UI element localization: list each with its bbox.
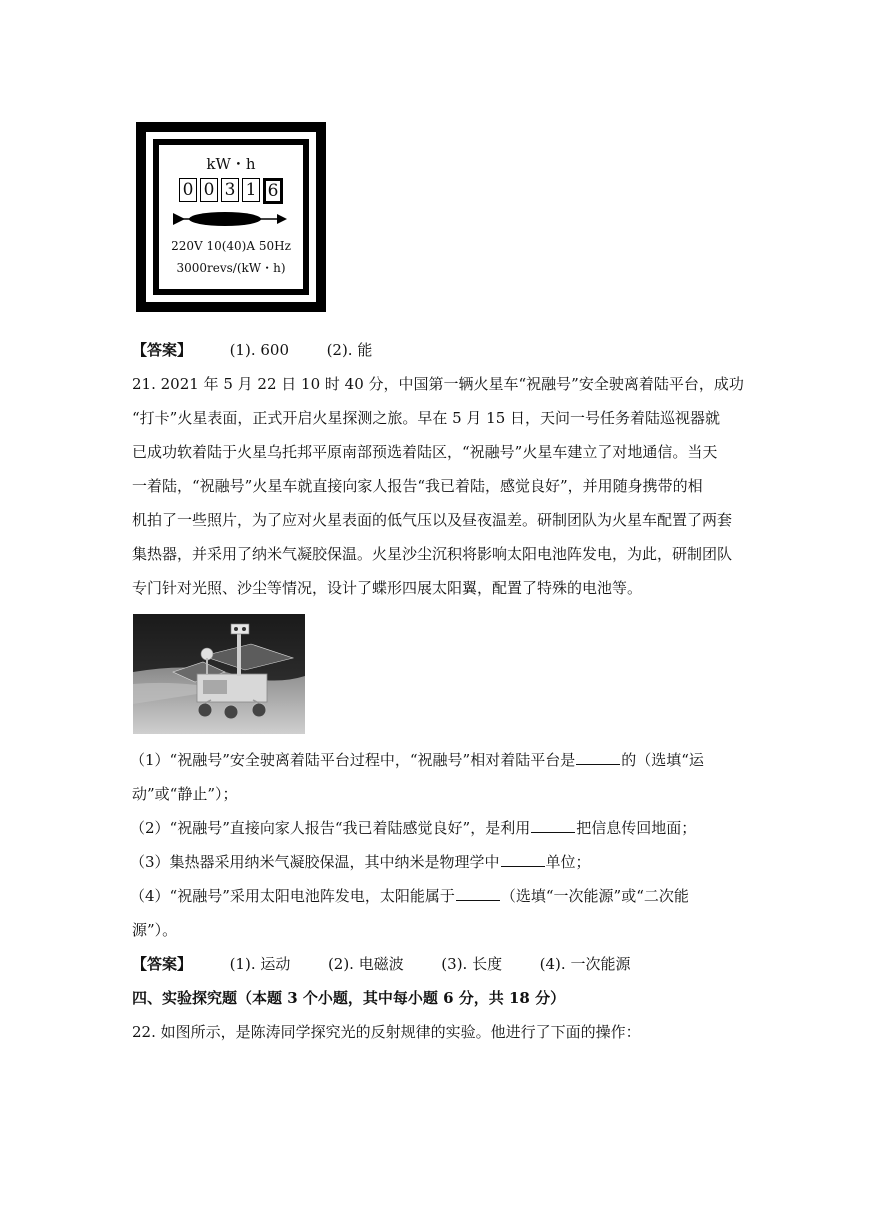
sub-text: （3）集热器采用纳米气凝胶保温，其中纳米是物理学中 [130,853,500,871]
meter-digit: 6 [263,178,283,204]
q21-line: 21. 2021 年 5 月 22 日 10 时 40 分，中国第一辆火星车“祝融号”安全驶离着陆平台，成功 [132,375,744,393]
answer-item: (4). 一次能源 [539,955,631,973]
q21-sub1-cont: 动”或“静止”）； [132,785,238,803]
q21-line: 专门针对光照、沙尘等情况，设计了蝶形四展太阳翼，配置了特殊的电池等。 [132,579,643,597]
answer-blank [501,852,545,867]
meter-digit: 3 [221,178,239,202]
sub-text: （1）“祝融号”安全驶离着陆平台过程中，“祝融号”相对着陆平台是 [130,751,576,769]
meter-digit: 0 [179,178,197,202]
answer-blank [456,886,500,901]
answer-item: (3). 长度 [441,955,503,973]
answer-item: (1). 600 [229,341,289,359]
meter-disk-arrow-icon [173,209,289,229]
answer-q21 [132,954,630,974]
sub-text: （选填“一次能源”或“二次能 [500,887,689,905]
mars-rover-photo [133,614,305,734]
sub-text: 把信息传回地面； [576,819,697,837]
q22-text: 22. 如图所示，是陈涛同学探究光的反射规律的实验。他进行了下面的操作： [132,1023,641,1041]
q21-line: 一着陆，“祝融号”火星车就直接向家人报告“我已着陆，感觉良好”，并用随身携带的相 [132,477,703,495]
answer-item: (2). 能 [326,341,373,359]
section-heading: 四、实验探究题（本题 3 个小题，其中每小题 6 分，共 18 分） [132,989,566,1007]
answer-tag: 【答案】 [132,955,193,973]
sub-text: （4）“祝融号”采用太阳电池阵发电，太阳能属于 [130,887,455,905]
answer-item: (2). 电磁波 [327,955,404,973]
q21-line: 机拍了一些照片，为了应对火星表面的低气压以及昼夜温差。研制团队为火星车配置了两套 [132,511,733,529]
q21-sub1 [130,750,704,770]
answer-blank [576,750,620,765]
meter-spec-constant: 3000revs/(kW・h) [176,261,286,275]
answer-tag: 【答案】 [132,341,193,359]
meter-digit: 0 [200,178,218,202]
q21-sub4-cont: 源”）。 [132,921,178,939]
electric-meter-figure [136,122,326,312]
sub-text: 单位； [545,853,591,871]
q21-line: “打卡”火星表面，正式开启火星探测之旅。早在 5 月 15 日，天问一号任务着陆巡视器就 [132,409,721,427]
answer-blank [531,818,575,833]
meter-digits [179,178,283,204]
meter-digit: 1 [242,178,260,202]
q21-sub3 [130,852,591,872]
sub-text: 的（选填“运 [621,751,704,769]
meter-spec-rating: 220V 10(40)A 50Hz [171,239,291,253]
answer-q20 [132,340,372,360]
q21-sub2 [130,818,696,838]
meter-unit: kW・h [206,155,256,173]
q21-sub4 [130,886,689,906]
q21-line: 集热器，并采用了纳米气凝胶保温。火星沙尘沉积将影响太阳电池阵发电，为此，研制团队 [132,545,733,563]
sub-text: （2）“祝融号”直接向家人报告“我已着陆感觉良好”，是利用 [130,819,531,837]
q21-line: 已成功软着陆于火星乌托邦平原南部预选着陆区，“祝融号”火星车建立了对地通信。当天 [132,443,718,461]
answer-item: (1). 运动 [229,955,291,973]
